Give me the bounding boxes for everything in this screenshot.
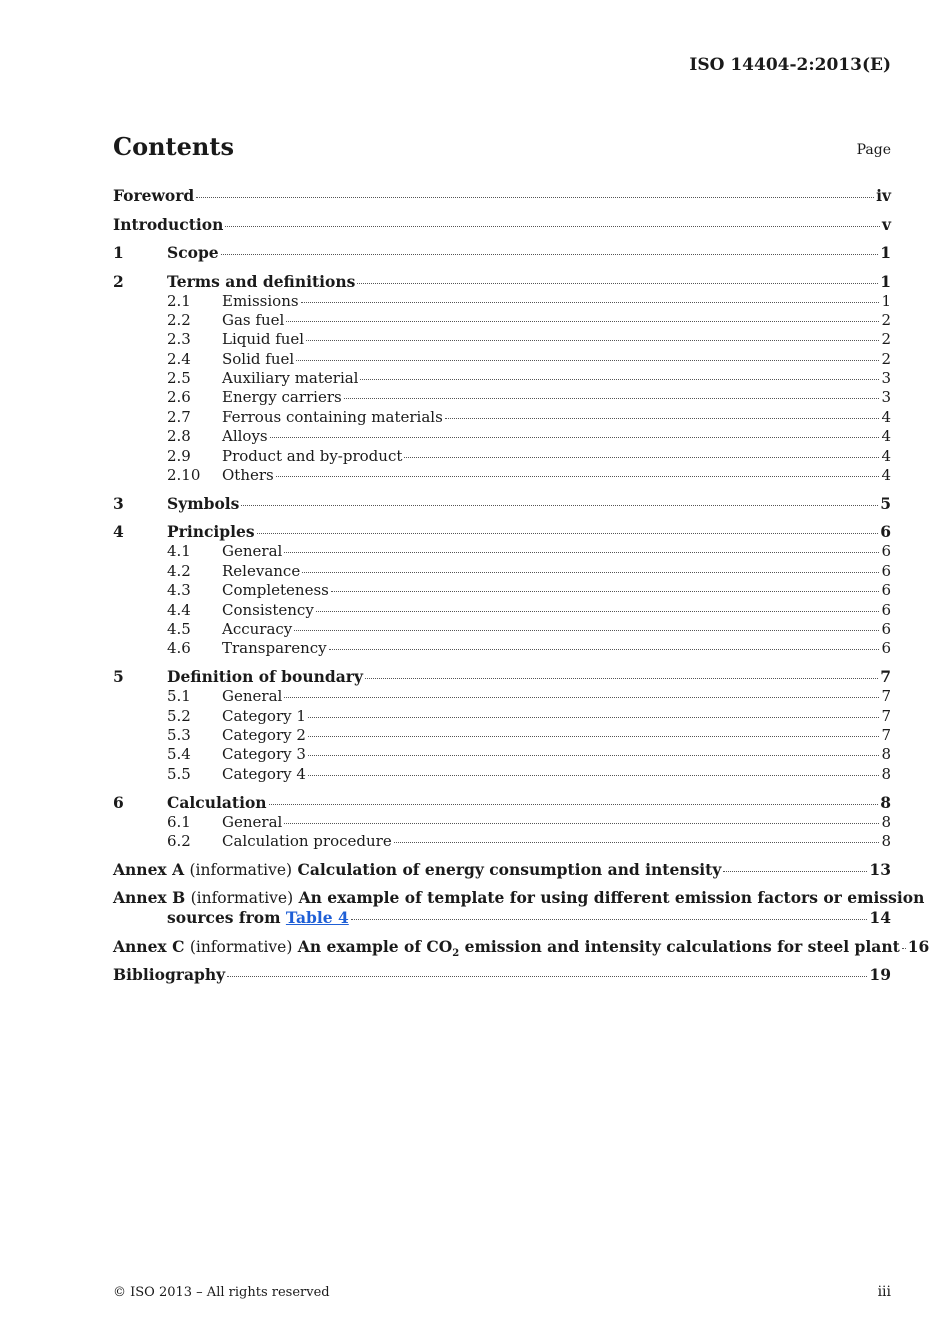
toc-title: General: [222, 687, 283, 706]
dot-leader: [365, 678, 878, 679]
toc-title: Accuracy: [222, 619, 293, 638]
dot-leader: [257, 533, 879, 534]
toc-title: Liquid fuel: [222, 330, 305, 349]
toc-title: Principles: [167, 522, 255, 542]
toc-number: 6.1: [167, 812, 191, 831]
toc-number: 2.2: [167, 310, 191, 329]
toc-subentry[interactable]: [113, 687, 891, 706]
toc-title: Category 3: [222, 745, 306, 764]
toc-page: 7: [881, 706, 891, 725]
contents-title: Contents: [113, 132, 234, 161]
toc-subentry[interactable]: [113, 311, 891, 330]
toc-page: 1: [881, 291, 891, 310]
toc-title: Foreword: [113, 186, 195, 205]
toc-subentry[interactable]: [113, 330, 891, 349]
dot-leader: [404, 457, 879, 458]
toc-entry-scope[interactable]: [113, 243, 891, 263]
toc-number: 2.5: [167, 369, 191, 388]
toc-number: 2.4: [167, 349, 191, 368]
annex-title-part1: An example of CO: [297, 936, 453, 956]
table-4-link[interactable]: Table 4: [285, 908, 349, 928]
dot-leader: [269, 804, 879, 805]
toc-number: 2.7: [167, 407, 191, 426]
toc-subentry[interactable]: [113, 388, 891, 407]
toc-page: 2: [881, 349, 891, 368]
toc-title: Consistency: [222, 600, 314, 619]
toc-subentry[interactable]: [113, 620, 891, 639]
toc-title: Emissions: [222, 291, 299, 310]
toc-number: 4.2: [167, 561, 191, 580]
subscript: 2: [452, 947, 460, 959]
toc-subentry[interactable]: [113, 601, 891, 620]
toc-page: 5: [880, 493, 891, 513]
toc-page: 8: [881, 832, 891, 851]
toc-subentry[interactable]: [113, 745, 891, 764]
toc-title: Gas fuel: [222, 310, 285, 329]
toc-number: 1: [113, 243, 124, 262]
table-of-contents: [113, 186, 930, 985]
toc-subentry[interactable]: [113, 408, 891, 427]
dot-leader: [723, 871, 867, 872]
toc-title: Alloys: [222, 427, 268, 446]
toc-page: 8: [880, 792, 891, 812]
toc-title: Definition of boundary: [167, 667, 363, 687]
dot-leader: [225, 226, 880, 227]
toc-page: 6: [881, 561, 891, 580]
toc-number: 6: [113, 792, 124, 812]
dot-leader: [301, 302, 880, 303]
toc-subentry[interactable]: [113, 562, 891, 581]
toc-title: Relevance: [222, 561, 301, 580]
toc-entry-foreword[interactable]: [113, 186, 891, 206]
dot-leader: [308, 717, 880, 718]
toc-number: 5.4: [167, 745, 191, 764]
toc-title: Transparency: [222, 639, 327, 658]
toc-entry-calculation[interactable]: [113, 793, 891, 813]
toc-subentry[interactable]: [113, 369, 891, 388]
toc-entry-terms[interactable]: [113, 272, 891, 292]
toc-entry-annex-b[interactable]: [113, 888, 925, 928]
toc-subentry[interactable]: [113, 350, 891, 369]
toc-entry-bibliography[interactable]: [113, 965, 891, 985]
toc-page: 6: [881, 619, 891, 638]
toc-page: 1: [880, 271, 891, 291]
dot-leader: [331, 591, 880, 592]
toc-page: 2: [881, 330, 891, 349]
toc-number: 2.9: [167, 446, 191, 465]
toc-number: 5.3: [167, 726, 191, 745]
toc-number: 4.6: [167, 639, 191, 658]
toc-page: iv: [876, 186, 891, 205]
toc-number: 2: [113, 271, 124, 291]
toc-number: 2.3: [167, 330, 191, 349]
toc-page: 4: [881, 407, 891, 426]
toc-number: 4.4: [167, 600, 191, 619]
page-number: iii: [877, 1284, 891, 1300]
toc-title: Category 4: [222, 764, 306, 783]
toc-number: 6.2: [167, 832, 191, 851]
toc-number: 5: [113, 667, 124, 687]
toc-number: 5.2: [167, 706, 191, 725]
toc-subentry[interactable]: [113, 292, 891, 311]
dot-leader: [902, 948, 906, 949]
dot-leader: [308, 775, 880, 776]
toc-title: Category 2: [222, 726, 306, 745]
annex-label: Annex C: [113, 936, 185, 956]
toc-entry-annex-a[interactable]: [113, 860, 891, 880]
dot-leader: [344, 398, 880, 399]
toc-page: 1: [880, 243, 891, 262]
dot-leader: [308, 755, 880, 756]
toc-title: Terms and definitions: [167, 271, 356, 291]
toc-page: 8: [881, 745, 891, 764]
toc-title: [113, 860, 721, 879]
dot-leader: [284, 552, 879, 553]
toc-title: Calculation: [167, 792, 267, 812]
toc-page: 14: [869, 908, 891, 928]
toc-page: 19: [869, 965, 891, 985]
dot-leader: [445, 418, 880, 419]
toc-page: 4: [881, 466, 891, 485]
dot-leader: [316, 611, 880, 612]
toc-number: 2.1: [167, 291, 191, 310]
toc-title: Product and by-product: [222, 446, 403, 465]
dot-leader: [308, 736, 880, 737]
dot-leader: [227, 976, 867, 977]
annex-title-line2: sources from: [167, 908, 281, 928]
dot-leader: [296, 360, 879, 361]
toc-subentry[interactable]: [113, 832, 891, 851]
dot-leader: [294, 630, 879, 631]
toc-title: Completeness: [222, 581, 329, 600]
toc-page: 3: [881, 369, 891, 388]
toc-number: 2.10: [167, 466, 201, 485]
toc-number: 5.1: [167, 687, 191, 706]
toc-page: 6: [881, 600, 891, 619]
toc-title: General: [222, 542, 283, 561]
dot-leader: [329, 649, 880, 650]
toc-subentry[interactable]: [113, 707, 891, 726]
annex-b-second-line: [113, 908, 891, 928]
dot-leader: [306, 340, 879, 341]
toc-title: Scope: [167, 243, 219, 262]
annex-label: Annex B: [113, 888, 186, 908]
toc-page: 6: [881, 639, 891, 658]
toc-page: 3: [881, 388, 891, 407]
annex-title-part2: emission and intensity calculations for steel plant: [464, 936, 900, 956]
toc-number: 2.6: [167, 388, 191, 407]
toc-title: Symbols: [167, 493, 240, 513]
toc-title: [167, 908, 349, 927]
toc-number: 4.5: [167, 619, 191, 638]
toc-subentry[interactable]: [113, 581, 891, 600]
toc-title: Solid fuel: [222, 349, 295, 368]
toc-subentry[interactable]: [113, 427, 891, 446]
dot-leader: [351, 919, 868, 920]
toc-page: 7: [880, 667, 891, 687]
toc-title: Energy carriers: [222, 388, 342, 407]
toc-page: 13: [869, 859, 891, 879]
toc-number: 4.1: [167, 542, 191, 561]
toc-number: 2.8: [167, 427, 191, 446]
annex-title-line1: An example of template for using different emission factors or emission: [298, 888, 925, 908]
toc-subentry[interactable]: [113, 639, 891, 658]
toc-page: 6: [881, 542, 891, 561]
toc-number: 4.3: [167, 581, 191, 600]
dot-leader: [196, 197, 874, 198]
toc-entry-introduction[interactable]: [113, 215, 891, 235]
toc-subentry[interactable]: [113, 447, 891, 466]
toc-entry-annex-c[interactable]: [113, 936, 930, 959]
toc-page: 2: [881, 310, 891, 329]
toc-subentry[interactable]: [113, 542, 891, 561]
toc-title: General: [222, 812, 283, 831]
toc-page: v: [881, 214, 891, 234]
toc-title: [113, 936, 900, 959]
annex-b-first-line: [113, 888, 925, 908]
dot-leader: [241, 505, 878, 506]
annex-type: (informative): [189, 937, 293, 956]
dot-leader: [357, 283, 878, 284]
dot-leader: [276, 476, 880, 477]
toc-title: Ferrous containing materials: [222, 407, 443, 426]
toc-number: 3: [113, 493, 124, 513]
toc-page: 6: [880, 522, 891, 542]
copyright-notice: © ISO 2013 – All rights reserved: [113, 1285, 330, 1300]
document-id: ISO 14404-2:2013(E): [689, 55, 891, 75]
toc-title: Others: [222, 466, 274, 485]
dot-leader: [302, 572, 879, 573]
toc-subentry[interactable]: [113, 466, 891, 485]
toc-title: Auxiliary material: [222, 369, 359, 388]
toc-subentry[interactable]: [113, 813, 891, 832]
toc-entry-symbols[interactable]: [113, 494, 891, 514]
toc-entry-principles[interactable]: [113, 522, 891, 542]
toc-page: 4: [881, 427, 891, 446]
dot-leader: [221, 254, 879, 255]
toc-number: 4: [113, 522, 124, 542]
annex-label: Annex A: [113, 859, 185, 879]
toc-page: 8: [881, 764, 891, 783]
dot-leader: [270, 437, 880, 438]
page-column-label: Page: [856, 142, 891, 158]
dot-leader: [394, 842, 880, 843]
toc-subentry[interactable]: [113, 765, 891, 784]
annex-type: (informative): [189, 860, 293, 879]
dot-leader: [284, 823, 879, 824]
toc-title: Bibliography: [113, 965, 226, 985]
toc-title: Calculation procedure: [222, 832, 392, 851]
dot-leader: [284, 697, 879, 698]
dot-leader: [286, 321, 879, 322]
dot-leader: [360, 379, 879, 380]
toc-page: 7: [881, 687, 891, 706]
toc-page: 16: [907, 936, 930, 956]
toc-page: 4: [881, 446, 891, 465]
toc-page: 6: [881, 581, 891, 600]
toc-page: 7: [881, 726, 891, 745]
annex-type: (informative): [190, 889, 294, 908]
toc-number: 5.5: [167, 764, 191, 783]
toc-entry-boundary[interactable]: [113, 667, 891, 687]
toc-subentry[interactable]: [113, 726, 891, 745]
toc-title: Introduction: [113, 214, 224, 234]
toc-title: Category 1: [222, 706, 306, 725]
annex-title: Calculation of energy consumption and intensity: [297, 859, 722, 879]
toc-page: 8: [881, 812, 891, 831]
